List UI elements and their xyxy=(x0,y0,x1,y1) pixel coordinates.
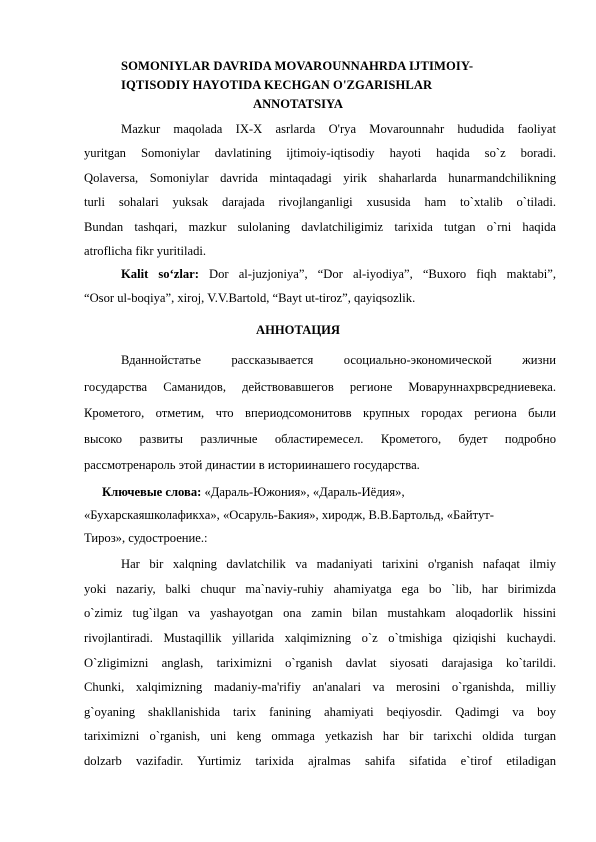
body-line: yoki nazariy, balki chuqur ma`naviy-ruhiy ahamiyatga ega bo `lib, har birimizda xyxy=(84,582,556,596)
keywords-uz-line-1 xyxy=(121,265,556,284)
annotation-ru-heading: АННОТАЦИЯ xyxy=(255,323,341,337)
body-line: o`zimiz tug`ilgan va yashayotgan ona zamin bilan mustahkam aloqadorlik hissini xyxy=(84,606,556,620)
body-line: g`oyaning shakllanishida tarix fanining ahamiyati beqiyosdir. Qadimgi va boy xyxy=(84,705,556,719)
article-title-line-2: IQTISODIY HAYOTIDA KECHGAN O'ZGARISHLAR xyxy=(121,78,433,92)
annotation-ru-line: государства Саманидов, действовавшегов регионе Мовaруннахрвсредниевека. xyxy=(84,380,556,394)
annotation-ru-line: высоко развиты различные областиремесел. Крометого, будет подробно xyxy=(84,432,556,446)
keywords-ru-line-2: «Бухарскаяшколафикха», «Осаруль-Бакия», хиродж, В.В.Бартольд, «Байтут- xyxy=(84,508,494,522)
annotation-uz-heading: ANNOTATSIYA xyxy=(252,97,344,111)
keywords-ru-label: Ключевые слова: xyxy=(102,485,202,499)
annotation-ru-line: рассмотренароль этой династии в историинашего государства. xyxy=(84,458,420,472)
keywords-ru-text: «Дараль-Южония», «Дараль-Иёдия», xyxy=(201,485,405,499)
keywords-ru-line-1 xyxy=(102,483,556,502)
annotation-uz-line: Bundan tashqari, mazkur sulolaning davlatchiligimiz tarixida tutgan o`rni haqida xyxy=(84,220,556,234)
annotation-uz-line: atroflicha fikr yuritiladi. xyxy=(84,244,207,258)
body-line: rivojlantiradi. Mustaqillik yillarida xalqimizning o`z o`tmishiga qiziqishi kuchaydi. xyxy=(84,631,556,645)
annotation-uz-line: Mazkur maqolada IX-X asrlarda O'rya Movarounnahr hududida faoliyat xyxy=(121,122,556,136)
annotation-ru-line: Вданнойстатье рассказывается осоциально-экономической жизни xyxy=(121,353,556,367)
body-line: O`zligimizni anglash, tariximizni o`rganish davlat siyosati darajasiga ko`tarildi. xyxy=(84,656,556,670)
keywords-uz-line-2: “Osor ul-boqiya”, xiroj, V.V.Bartold, “Bayt ut-tiroz”, qayiqsozlik. xyxy=(84,291,416,305)
body-line: Har bir xalqning davlatchilik va madaniyati tarixini o'rganish nafaqat ilmiy xyxy=(121,557,556,571)
keywords-uz-text: Dor al-juzjoniya”, “Dor al-iyodiya”, “Buxoro fiqh maktabi”, xyxy=(198,267,556,281)
body-line: Chunki, xalqimizning madaniy-ma'rifiy an'analari va merosini o`rganishda, milliy xyxy=(84,680,556,694)
keywords-uz-label: Kalit so‘zlar: xyxy=(121,267,199,281)
annotation-uz-line: Qolaversa, Somoniylar davrida mintaqadagi yirik shaharlarda hunarmandchilikning xyxy=(84,171,556,185)
keywords-ru-line-3: Тироз», судостроение.: xyxy=(84,531,208,545)
annotation-uz-line: yuritgan Somoniylar davlatining ijtimoiy-iqtisodiy hayoti haqida so`z boradi. xyxy=(84,146,556,160)
annotation-uz-line: turli sohalari yuksak darajada rivojlanganligi xususida ham to`xtalib o`tiladi. xyxy=(84,195,556,209)
body-line: dolzarb vazifadir. Yurtimiz tarixida ajralmas sahifa sifatida e`tirof etiladigan xyxy=(84,754,556,768)
article-title-line-1: SOMONIYLAR DAVRIDA MOVAROUNNAHRDA IJTIMOIY- xyxy=(121,59,474,73)
annotation-ru-line: Крометого, отметим, что впериодсомонитовв крупных городах региона были xyxy=(84,406,556,420)
body-line: tariximizni o`rganish, uni keng ommaga yetkazish har bir tarixchi oldida turgan xyxy=(84,729,556,743)
